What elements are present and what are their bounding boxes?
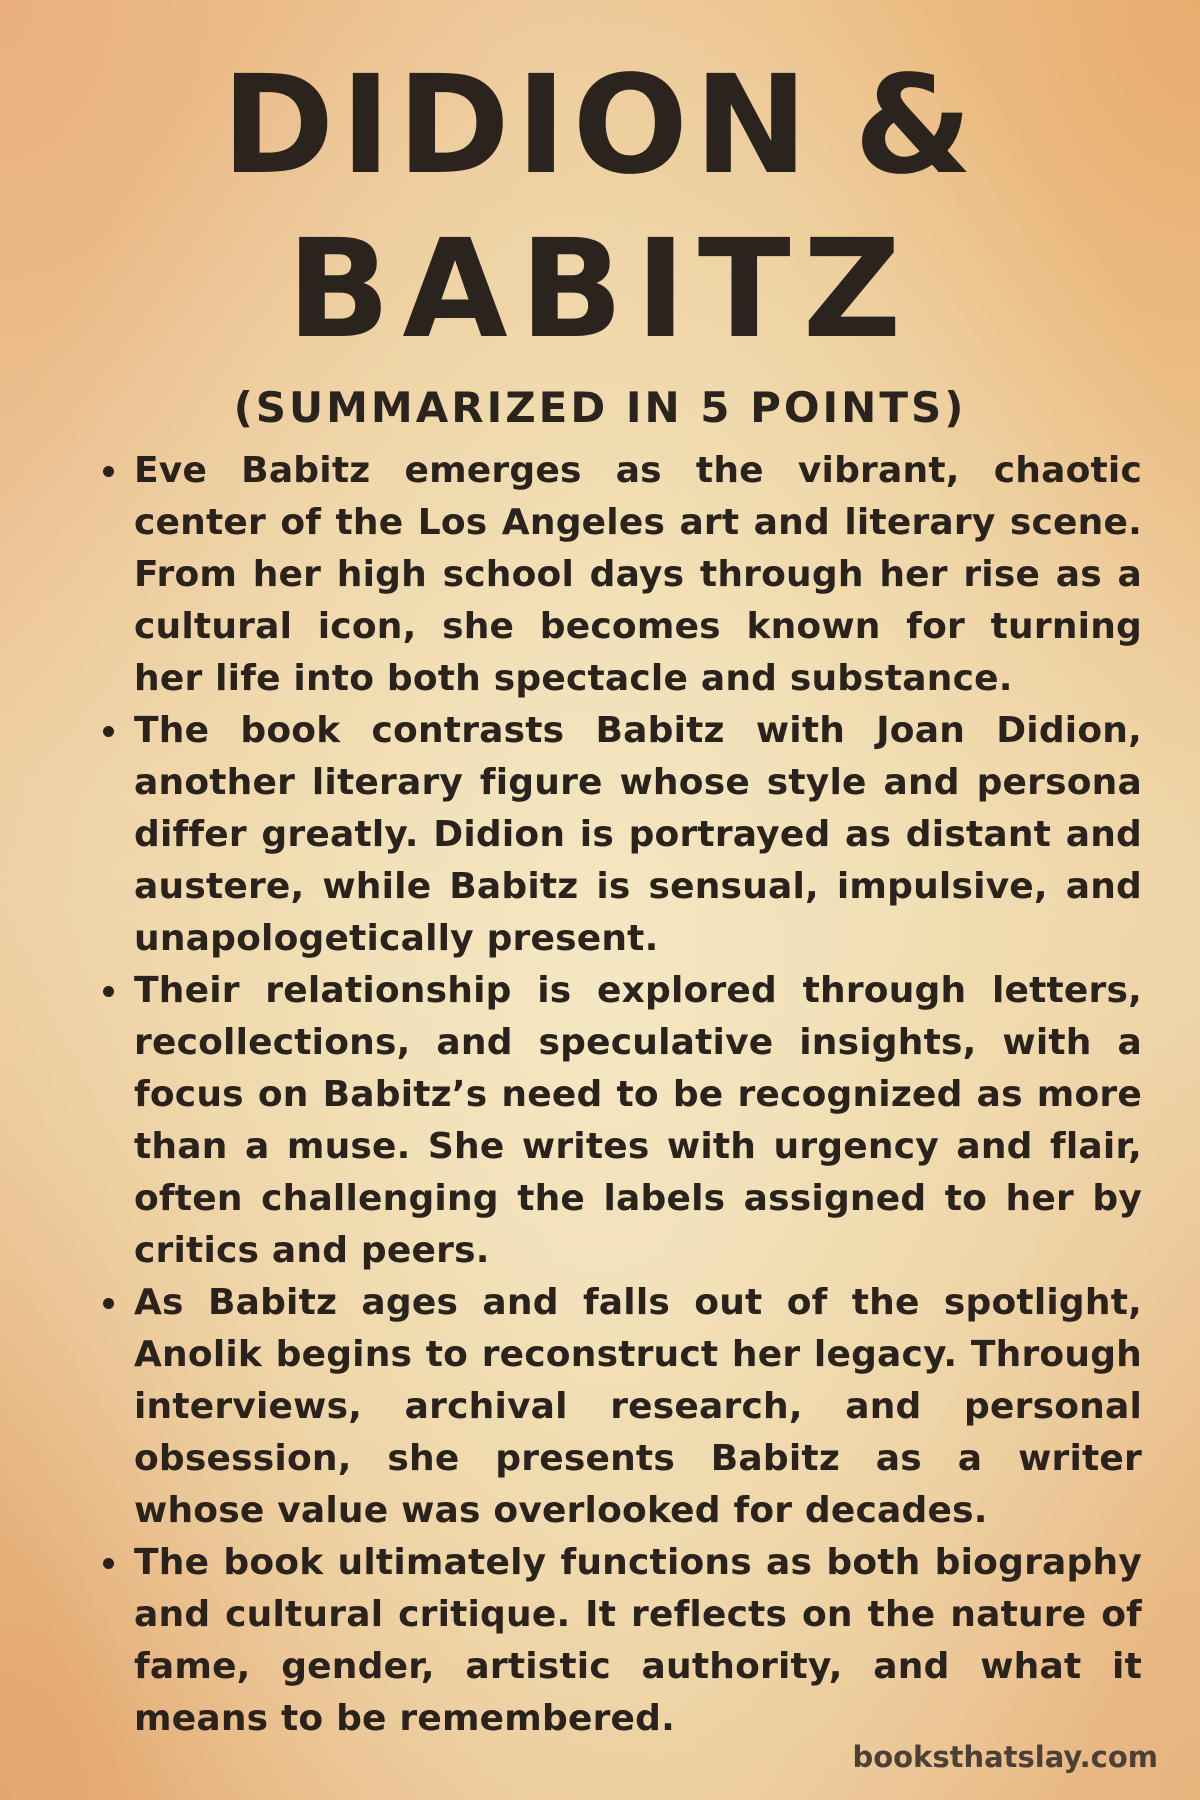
title-didion: DIDION	[221, 47, 814, 205]
title-line-1	[0, 47, 1200, 205]
summary-point-text: The book ultimately functions as both biography and cultural critique. It reflects on the nature of fame, gender, artistic authority, and what it means to be remembered.	[134, 1542, 1142, 1739]
summary-point-text: Eve Babitz emerges as the vibrant, chaotic center of the Los Angeles art and literary scene. From her high school days through her rise as a cultural icon, she becomes known for turning her life into both spectacle and substance.	[134, 450, 1142, 699]
bullet-icon	[103, 726, 114, 737]
summary-point-3	[95, 965, 1142, 1277]
summary-point-1	[95, 445, 1142, 705]
site-watermark: booksthatslay.com	[852, 1740, 1158, 1774]
summary-point-2	[95, 705, 1142, 965]
summary-point-text: Their relationship is explored through letters, recollections, and speculative insights, with a focus on Babitz’s need to be recognized as more than a muse. She writes with urgency and flair, often challenging the labels assigned to her by critics and peers.	[134, 970, 1142, 1271]
title-ampersand: &	[853, 47, 979, 205]
subtitle: (SUMMARIZED IN 5 POINTS)	[233, 383, 967, 432]
bullet-icon	[103, 986, 114, 997]
summary-point-4	[95, 1277, 1142, 1537]
summary-points-list	[95, 445, 1142, 1745]
title-line-2: BABITZ	[286, 211, 914, 369]
bullet-icon	[103, 1298, 114, 1309]
bullet-icon	[103, 466, 114, 477]
summary-point-text: The book contrasts Babitz with Joan Didion, another literary figure whose style and persona differ greatly. Didion is portrayed as distant and austere, while Babitz is sensual, impulsive, and unapologetically present.	[134, 710, 1142, 959]
bullet-icon	[103, 1558, 114, 1569]
summary-point-text: As Babitz ages and falls out of the spotlight, Anolik begins to reconstruct her legacy. Through interviews, archival research, and personal obsession, she presents Babitz as a writer whose value was overlooked for decades.	[134, 1282, 1142, 1531]
summary-point-5	[95, 1537, 1142, 1745]
